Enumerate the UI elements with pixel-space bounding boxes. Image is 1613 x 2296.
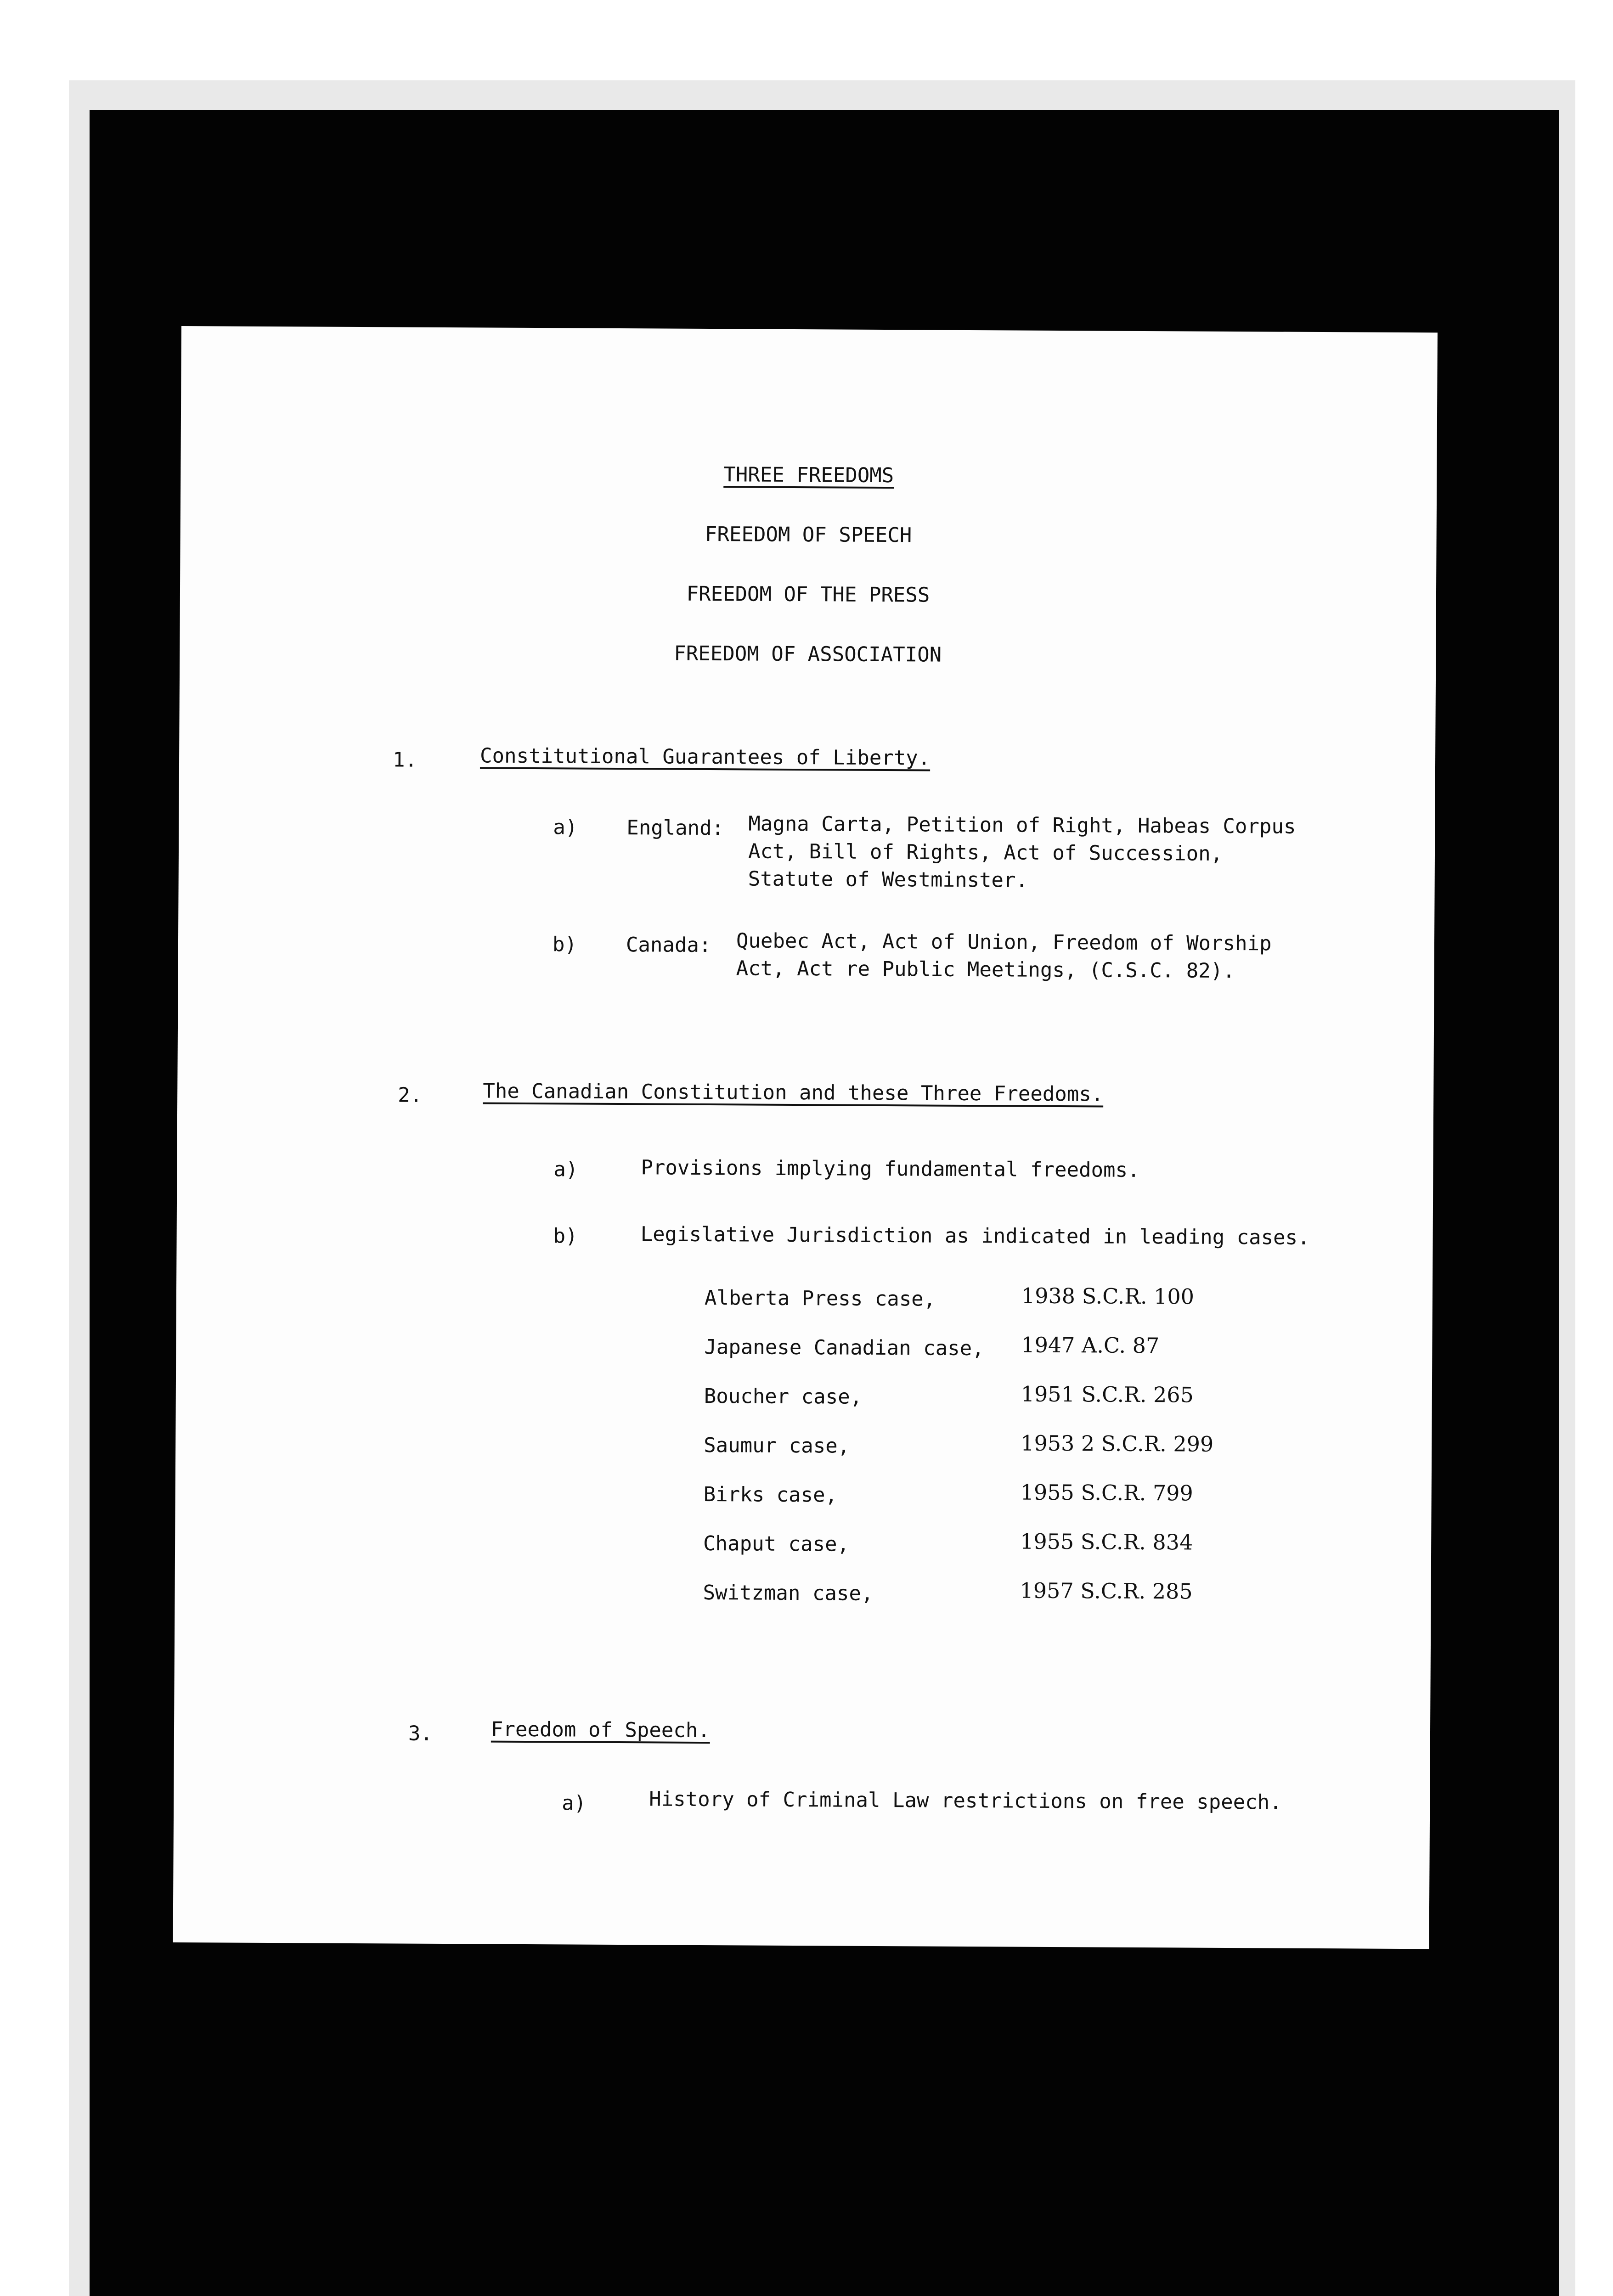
document-title: THREE FREEDOMS: [723, 463, 894, 488]
section-2a-text: Provisions implying fundamental freedoms.: [641, 1156, 1140, 1182]
case-name: Birks case,: [703, 1482, 838, 1507]
section-1-number: 1.: [392, 748, 417, 772]
case-row: [703, 1578, 1346, 1630]
document-page: [173, 326, 1438, 1949]
section-3a-marker: a): [562, 1791, 587, 1815]
section-1-heading: Constitutional Guarantees of Liberty.: [479, 744, 931, 770]
subtitle-freedom-of-association: FREEDOM OF ASSOCIATION: [674, 642, 942, 667]
section-1a-line-2: Act, Bill of Rights, Act of Succession,: [748, 839, 1223, 866]
case-name: Japanese Canadian case,: [704, 1335, 984, 1361]
section-2-number: 2.: [398, 1083, 423, 1107]
case-citation: 1955 S.C.R. 834: [1020, 1529, 1193, 1555]
case-name: Alberta Press case,: [704, 1286, 936, 1311]
section-3-heading: Freedom of Speech.: [491, 1717, 710, 1743]
section-3a-text: History of Criminal Law restrictions on free speech.: [649, 1787, 1282, 1814]
section-2b-marker: b): [553, 1224, 578, 1248]
case-name: Boucher case,: [704, 1384, 863, 1409]
case-name: Switzman case,: [703, 1581, 874, 1605]
case-citation: 1953 2 S.C.R. 299: [1021, 1430, 1214, 1457]
section-1b-line-1: Quebec Act, Act of Union, Freedom of Worship: [736, 929, 1272, 956]
case-row: [704, 1430, 1347, 1483]
section-1b-line-2: Act, Act re Public Meetings, (C.S.C. 82).: [736, 957, 1235, 983]
case-row: [704, 1381, 1347, 1434]
subtitle-freedom-of-press: FREEDOM OF THE PRESS: [686, 582, 930, 607]
case-citation: 1957 S.C.R. 285: [1020, 1578, 1193, 1604]
section-2b-text: Legislative Jurisdiction as indicated in leading cases.: [640, 1222, 1310, 1249]
case-citation: 1938 S.C.R. 100: [1021, 1283, 1195, 1309]
case-row: [704, 1332, 1348, 1384]
case-row: [704, 1283, 1348, 1335]
case-row: [703, 1529, 1347, 1581]
section-3-number: 3.: [408, 1722, 433, 1745]
case-name: Saumur case,: [704, 1433, 850, 1458]
section-1a-line-3: Statute of Westminster.: [748, 867, 1028, 892]
section-1a-marker: a): [553, 816, 578, 839]
subtitle-freedom-of-speech: FREEDOM OF SPEECH: [705, 522, 912, 547]
case-name: Chaput case,: [703, 1531, 850, 1556]
case-row: [703, 1480, 1347, 1532]
section-1a-line-1: Magna Carta, Petition of Right, Habeas Corpus: [748, 812, 1296, 838]
case-citation: 1947 A.C. 87: [1021, 1332, 1160, 1358]
case-citation: 1955 S.C.R. 799: [1020, 1480, 1193, 1506]
section-1b-label: Canada:: [626, 933, 711, 957]
section-2-heading: The Canadian Constitution and these Three Freedoms.: [483, 1079, 1104, 1106]
section-1b-marker: b): [552, 933, 577, 957]
case-citation: 1951 S.C.R. 265: [1021, 1381, 1194, 1407]
section-2a-marker: a): [553, 1158, 578, 1182]
section-1a-label: England:: [626, 816, 724, 840]
